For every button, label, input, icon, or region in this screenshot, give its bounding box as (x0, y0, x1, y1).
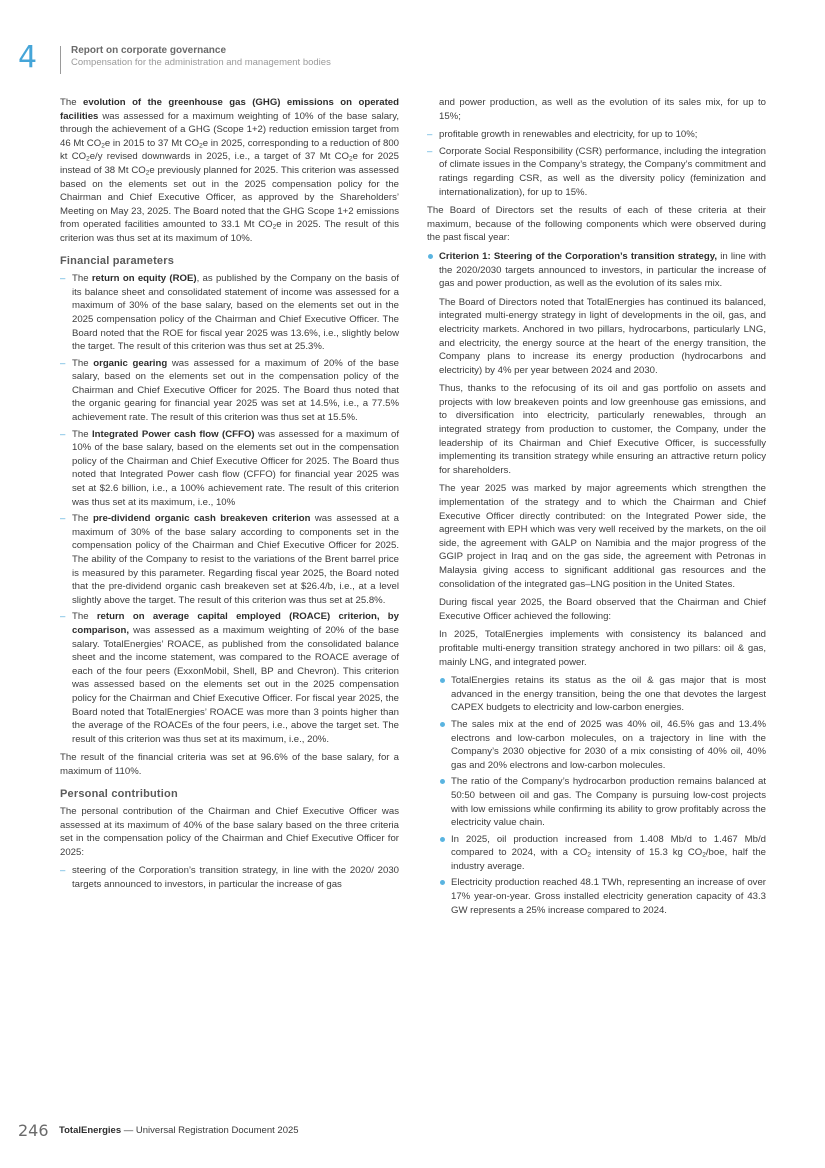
bullet-dot-icon (440, 880, 445, 885)
financial-parameters-heading: Financial parameters (60, 254, 175, 267)
paragraph: The Board of Directors noted that TotalEnergies has continued its balanced, integrated multi-energy strategy in light of developments in the oil, gas, and electricity markets. Anchored in two pillars, hydrocarbons, particularly LNG, and electricity, the energy source at the heart of the energy transition, the Company plans to increase its energy production (hydrocarbons and electricity) by 4% per year between 2024 and 2030. (439, 296, 766, 376)
footer-text: TotalEnergies — Universal Registration Document 2025 (59, 1125, 299, 1136)
header-text (71, 45, 331, 69)
list-item: – The return on equity (ROE), as published by the Company on the basis of its balance sheet and consolidated statement of income was assessed for a maximum of 30% of the base salary, based on the elements set out in the 2025 compensation policy of the Chairman and Chief Executive Officer. The Board noted that the ROE for fiscal year 2025 was 13.6%, i.e., slightly below the target. The result of this criterion was thus set at 25.3%. (60, 273, 399, 353)
chapter-number: 4 (18, 40, 38, 75)
bullet-dot-icon (440, 837, 445, 842)
list-item: – profitable growth in renewables and electricity, for up to 10%; (427, 129, 698, 141)
list-item: – Corporate Social Responsibility (CSR) performance, including the integration of climate issues in the Company’s strategy, the Company’s commitment and ratings regarding CSR, as well as the diversity policy (feminization and internationalization), for up to 15%. (427, 145, 766, 198)
list-item: Electricity production reached 48.1 TWh, representing an increase of over 17% year-on-year. Gross installed electricity generation capacity of 43.3 GW represents a 25% increase compared to 2024. (439, 876, 766, 917)
paragraph: During fiscal year 2025, the Board observed that the Chairman and Chief Executive Officer achieved the following: (439, 597, 766, 622)
achievements-list (439, 674, 766, 917)
personal-intro: The personal contribution of the Chairman and Chief Executive Officer was assessed at its maximum of 40% of the base salary based on the three criteria set in the compensation policy of the Chairman and Chief Executive Officer for 2025: (60, 806, 399, 858)
page-number: 246 (18, 1121, 49, 1140)
dash-marker: – (60, 273, 66, 285)
financial-result: The result of the financial criteria was set at 96.6% of the base salary, for a maximum of 110%. (60, 752, 399, 777)
dash-marker: – (60, 611, 66, 623)
list-item: – The organic gearing was assessed for a maximum of 20% of the base salary, based on the elements set out in the compensation policy of the Chairman and Chief Executive Officer for 2025. The Board thus noted that the organic gearing for financial year 2025 was set at 14.5%, i.e., a 77.5% achievement rate. The result of this criterion was thus set at 15.5%. (60, 357, 400, 424)
list-item: The ratio of the Company’s hydrocarbon production remains balanced at 50:50 between oil and gas. The Company is pursuing low-cost projects with low emissions while confirming its ability to grow profitably across the electricity value chain. (439, 775, 766, 829)
list-item: – The Integrated Power cash flow (CFFO) was assessed for a maximum of 10% of the base salary, based on the elements set out in the compensation policy of the Chairman and Chief Executive Officer for 2025. The Board thus noted that Integrated Power cash flow (CFFO) for financial year 2025 was set at $2.6 billion, i.e., a 100% achievement rate. The result of this criterion was thus set at its maximum, i.e., 10% (60, 428, 399, 508)
dash-marker: – (60, 357, 66, 369)
personal-criteria-list (60, 864, 399, 891)
left-column (60, 96, 399, 897)
dash-marker: – (60, 513, 66, 525)
list-item: – The pre-dividend organic cash breakeven criterion was assessed at a maximum of 30% of the base salary according to components set in the compensation policy of the Chairman and Chief Executive Officer for 2025. The ability of the Company to resist to the variations of the Brent barrel price is measured by this parameter. Regarding fiscal year 2025, the Board noted that the pre-dividend organic cash breakeven set at $26.4/b, i.e., at a level slightly above the target. The result of this criterion was thus set at 25.8%. (60, 513, 399, 606)
bullet-dot-icon (440, 722, 445, 727)
personal-criteria-list-cont (427, 128, 766, 199)
board-intro: The Board of Directors set the results of each of these criteria at their maximum, because of the following components which were observed during the past fiscal year: (427, 205, 766, 244)
paragraph: In 2025, TotalEnergies implements with consistency its balanced and profitable multi-energy transition strategy anchored in two pillars: oil & gas, mainly LNG, and integrated power. (439, 629, 766, 668)
paragraph: The year 2025 was marked by major agreements which strengthen the implementation of the strategy and to which the Chairman and Chief Executive Officer directly contributed: on the Integrated Power side, the agreement with EPH which was very well received by the markets, on the oil side, the agreement with GALP on Namibia and the major progress of the GGIP project in Iraq and on the gas side, the agreement with Petronas in Malaysia giving access to significant additional gas resources and the consolidation of the integrated gas–LNG position in the United States. (439, 483, 766, 590)
list-item: – steering of the Corporation’s transition strategy, in line with the 2020/ 2030 targets announced to investors, in particular the increase of gas (60, 865, 399, 891)
list-item: TotalEnergies retains its status as the oil & gas major that is most advanced in the energy transition, being the one that devotes the largest CAPEX budgets to electricity and low-carbon energies. (439, 674, 766, 715)
bullet-dot-icon (428, 254, 433, 259)
list-item: In 2025, oil production increased from 1.408 Mb/d to 1.467 Mb/d compared to 2024, with a $CO_2$ intensity of 15.3 kg $CO_2$/boe, half the industry average. (439, 833, 766, 874)
paragraph: Thus, thanks to the refocusing of its oil and gas portfolio on assets and projects with low breakeven points and low greenhouse gas emissions, and to diversification into electricity, particularly renewables, through an integrated strategy from production to customer, the Company, under the leadership of its Chairman and Chief Executive Officer, is successfully implementing its transition strategy while ensuring an attractive return policy for shareholders. (439, 383, 766, 476)
dash-marker: – (60, 865, 66, 877)
header-subtitle: Compensation for the administration and management bodies (71, 57, 331, 68)
personal-contribution-heading: Personal contribution (60, 787, 178, 800)
dash-marker: – (427, 145, 433, 157)
continued-item: and power production, as well as the evolution of its sales mix, for up to 15%; (439, 97, 766, 122)
criterion-1: Criterion 1: Steering of the Corporation’s transition strategy, in line with the 2020/2030 targets announced to investors, in particular the increase of gas and power production, as well as the evolution of its sales mix. (427, 250, 766, 291)
header-divider (60, 46, 61, 74)
list-item: The sales mix at the end of 2025 was 40% oil, 46.5% gas and 13.4% electrons and low-carbon molecules, on a trajectory in line with the Company’s 2030 objective for 2030 of a mix consisting of 40% oil, 40% gas and 20% electrons and low-carbon molecules. (439, 718, 766, 772)
criteria-bullets (427, 250, 766, 291)
list-item: – The return on average capital employed (ROACE) criterion, by comparison, was assessed as a maximum weighting of 20% of the base salary. TotalEnergies’ ROACE, as published from the consolidated balance sheet and the income statement, was compared to the ROACE average of each of the four peers (ExxonMobil, Shell, BP and Chevron). This criterion was assessed based on the elements set out in the 2025 compensation policy for the Chairman and Chief Executive Officer. For fiscal year 2025, the Board noted that TotalEnergies’ ROACE was more than 3 points higher than the average of the ROACEs of the four peers, i.e., above the target set. The result of this criterion was thus set at its maximum, i.e., 20%. (60, 611, 400, 745)
ghg-paragraph: The evolution of the greenhouse gas (GHG) emissions on operated facilities was assessed for a maximum weighting of 10% of the base salary, through the achievement of a GHG (Scope 1+2) reduction emission target from 46 Mt $CO_2e$ in 2015 to 37 Mt $CO_2e$ in 2025, corresponding to a reduction of 800 kt $CO_2e/y$ revised downwards in 2025, i.e., a target of 37 Mt $CO_2e$ for 2025 instead of 38 Mt $CO_2e$ previously planned for 2025. This criterion was assessed based on the elements set out in the 2025 compensation policy for the Chairman and Chief Executive Officer, as approved by the Shareholders’ Meeting on May 23, 2025. The Board noted that the GHG Scope 1+2 emissions from operated facilities amounted to 33.1 Mt $CO_2e$ in 2025. The result of this criterion was thus set at its maximum of 10%. (60, 97, 399, 244)
header-title: Report on corporate governance (71, 45, 227, 56)
dash-marker: – (427, 129, 433, 141)
right-column (427, 96, 766, 922)
page-footer (18, 1121, 299, 1140)
bullet-dot-icon (440, 678, 445, 683)
financial-criteria-list (60, 272, 399, 746)
bullet-dot-icon (440, 779, 445, 784)
criterion-1-body (439, 296, 766, 918)
dash-marker: – (60, 428, 66, 440)
